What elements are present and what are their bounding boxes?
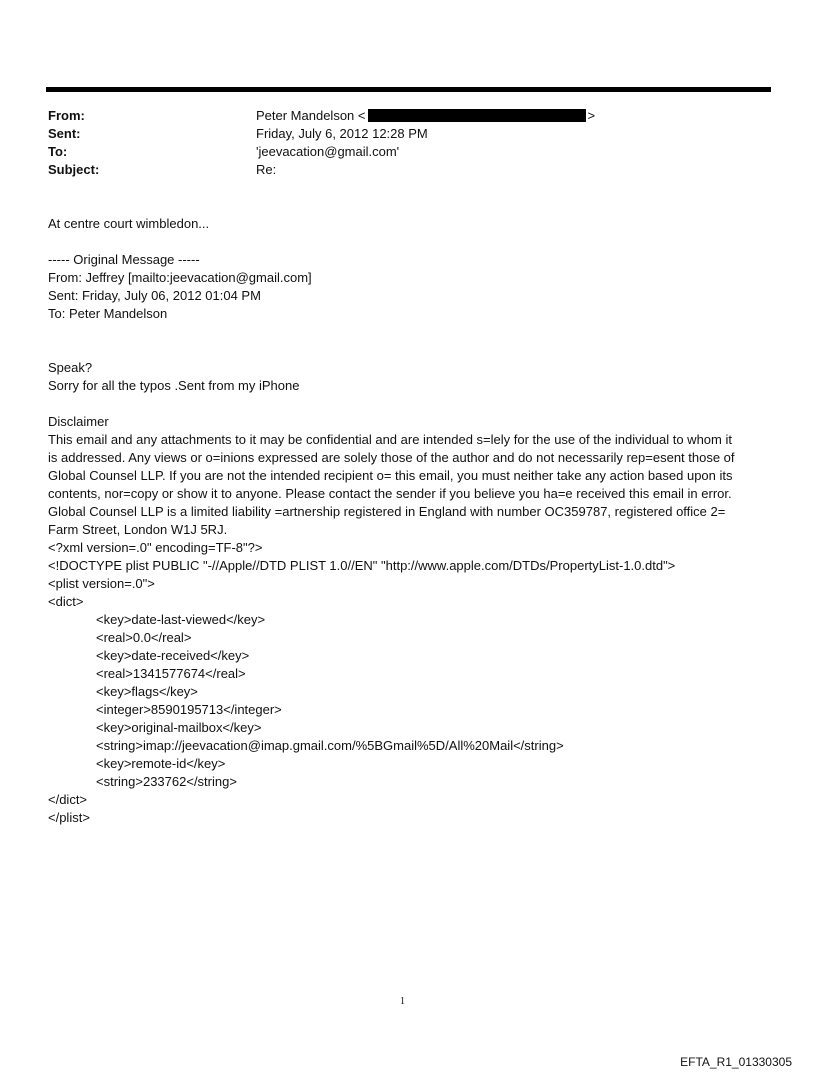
redaction-box bbox=[368, 109, 586, 122]
original-sent: Sent: Friday, July 06, 2012 01:04 PM bbox=[48, 288, 261, 303]
original-to: To: Peter Mandelson bbox=[48, 306, 168, 321]
from-value bbox=[256, 107, 595, 125]
sent-value: Friday, July 6, 2012 12:28 PM bbox=[256, 126, 428, 141]
plist-xml-declaration: <?xml version=.0" encoding=TF-8"?> bbox=[48, 540, 263, 555]
disclaimer-line: Global Counsel LLP. If you are not the intended recipient o= this email, you must neither take any action based upon its bbox=[48, 468, 733, 483]
plist-entry: <key>flags</key> bbox=[96, 684, 198, 699]
original-message-separator: ----- Original Message ----- bbox=[48, 252, 200, 267]
speak-text: Speak? bbox=[48, 360, 93, 375]
plist-entry: <string>233762</string> bbox=[96, 774, 237, 789]
typos-text: Sorry for all the typos .Sent from my iPhone bbox=[48, 378, 300, 393]
plist-open-tag: <plist version=.0"> bbox=[48, 576, 155, 591]
plist-close-tag: </plist> bbox=[48, 810, 90, 825]
to-label: To: bbox=[48, 144, 68, 159]
disclaimer-line: contents, nor=copy or show it to anyone. Please contact the sender if you believe you ha=e received this email in error. bbox=[48, 486, 732, 501]
disclaimer-title: Disclaimer bbox=[48, 414, 109, 429]
plist-entry: <string>imap://jeevacation@imap.gmail.com/%5BGmail%5D/All%20Mail</string> bbox=[96, 738, 564, 753]
dict-close-tag: </dict> bbox=[48, 792, 88, 807]
dict-open-tag: <dict> bbox=[48, 594, 84, 609]
plist-entry: <key>remote-id</key> bbox=[96, 756, 226, 771]
header-rule bbox=[46, 87, 771, 92]
bates-number: EFTA_R1_01330305 bbox=[680, 1055, 792, 1069]
plist-entry: <key>date-received</key> bbox=[96, 648, 250, 663]
plist-entry: <integer>8590195713</integer> bbox=[96, 702, 282, 717]
disclaimer-line: Farm Street, London W1J 5RJ. bbox=[48, 522, 228, 537]
subject-label: Subject: bbox=[48, 162, 100, 177]
plist-entry: <key>date-last-viewed</key> bbox=[96, 612, 266, 627]
plist-entry: <real>1341577674</real> bbox=[96, 666, 246, 681]
original-from: From: Jeffrey [mailto:jeevacation@gmail.com] bbox=[48, 270, 312, 285]
from-open-bracket: < bbox=[357, 108, 366, 123]
from-label: From: bbox=[48, 108, 85, 123]
sent-label: Sent: bbox=[48, 126, 81, 141]
plist-entry: <key>original-mailbox</key> bbox=[96, 720, 262, 735]
message-text: At centre court wimbledon... bbox=[48, 216, 210, 231]
plist-entry: <real>0.0</real> bbox=[96, 630, 192, 645]
from-name: Peter Mandelson bbox=[256, 108, 355, 123]
plist-doctype: <!DOCTYPE plist PUBLIC "-//Apple//DTD PLIST 1.0//EN" "http://www.apple.com/DTDs/PropertyList-1.0.dtd"> bbox=[48, 558, 676, 573]
disclaimer-line: This email and any attachments to it may be confidential and are intended s=lely for the use of the individual to whom it bbox=[48, 432, 732, 447]
from-close-bracket: > bbox=[587, 108, 596, 123]
page-number: 1 bbox=[400, 996, 405, 1007]
disclaimer-line: is addressed. Any views or o=inions expressed are solely those of the author and do not necessarily rep=esent those of bbox=[48, 450, 735, 465]
disclaimer-line: Global Counsel LLP is a limited liability =artnership registered in England with number OC359787, registered office 2= bbox=[48, 504, 726, 519]
subject-value: Re: bbox=[256, 162, 277, 177]
to-value: 'jeevacation@gmail.com' bbox=[256, 144, 400, 159]
